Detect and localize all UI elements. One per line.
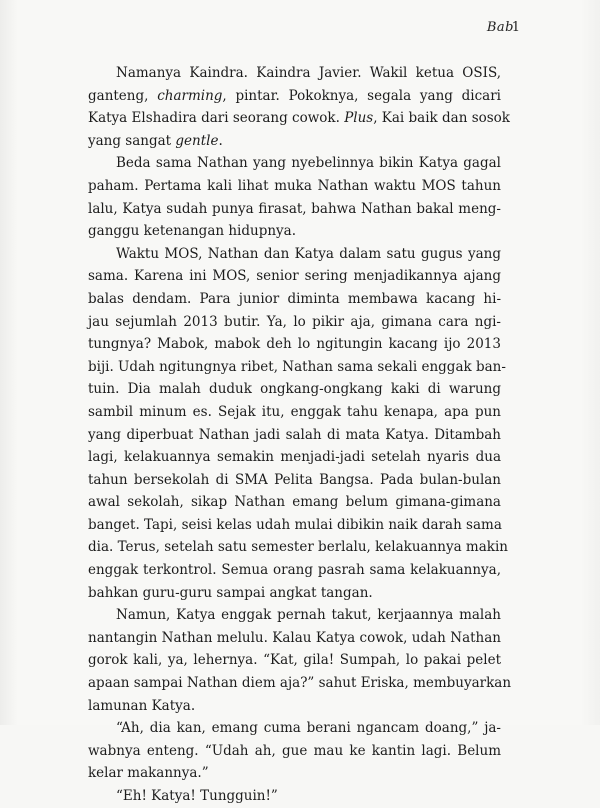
text-line bbox=[88, 514, 501, 537]
line-text: Namun, Katya enggak pernah takut, kerjaannya malah bbox=[116, 607, 501, 624]
emphasis-text: Plus bbox=[344, 110, 374, 127]
text-line bbox=[88, 604, 501, 627]
text-line bbox=[88, 649, 501, 672]
text-line bbox=[88, 130, 501, 153]
line-text: “Ah, dia kan, emang cuma berani ngancam doang,” ja- bbox=[116, 720, 501, 737]
text-line bbox=[88, 446, 501, 469]
line-text: Katya Elshadira dari seorang cowok. bbox=[88, 110, 345, 127]
line-text: bahkan guru-guru sampai angkat tangan. bbox=[88, 584, 373, 601]
line-text: , pintar. Pokoknya, segala yang dicari bbox=[222, 87, 501, 104]
text-line bbox=[88, 536, 508, 559]
line-text: balas dendam. Para junior diminta membawa kacang hi- bbox=[88, 290, 501, 307]
text-line bbox=[88, 175, 501, 198]
line-text: wabnya enteng. “Udah ah, gue mau ke kantin lagi. Belum bbox=[88, 742, 501, 759]
line-text: apaan sampai Nathan diem aja?” sahut Eriska, membuyarkan bbox=[88, 675, 512, 692]
line-text: awal sekolah, sikap Nathan emang belum gimana-gimana bbox=[88, 494, 501, 511]
page-number: 1 bbox=[511, 20, 520, 35]
line-text: dia. Terus, setelah satu semester berlalu, kelakuannya makin bbox=[88, 539, 508, 556]
text-line bbox=[88, 107, 510, 130]
text-line bbox=[88, 695, 501, 718]
text-line bbox=[88, 672, 512, 695]
text-line bbox=[88, 627, 501, 650]
emphasis-text: charming bbox=[157, 87, 223, 104]
line-text: Beda sama Nathan yang nyebelinnya bikin Katya gagal bbox=[116, 155, 501, 172]
text-line bbox=[88, 333, 501, 356]
line-text: lalu, Katya sudah punya firasat, bahwa Nathan bakal meng- bbox=[88, 200, 501, 217]
line-text: . bbox=[218, 132, 223, 149]
emphasis-text: gentle bbox=[175, 132, 219, 149]
line-text: kelar makannya.” bbox=[88, 765, 209, 782]
line-text: biji. Udah ngitungnya ribet, Nathan sama sekali enggak ban- bbox=[88, 358, 506, 375]
body-text bbox=[88, 62, 512, 808]
line-text: lagi, kelakuannya semakin menjadi-jadi setelah nyaris dua bbox=[88, 449, 501, 466]
running-head-chapter: Bab bbox=[486, 20, 514, 35]
text-line bbox=[88, 288, 501, 311]
text-line bbox=[88, 785, 501, 808]
line-text: sama. Karena ini MOS, senior sering menjadikannya ajang bbox=[88, 268, 501, 285]
line-text: ganggu ketenangan hidupnya. bbox=[88, 223, 297, 240]
line-text: yang sangat bbox=[88, 132, 176, 149]
text-line bbox=[88, 740, 501, 763]
line-text: tahun bersekolah di SMA Pelita Bangsa. Pada bulan-bulan bbox=[88, 471, 501, 488]
text-line bbox=[88, 717, 501, 740]
text-line bbox=[88, 424, 501, 447]
text-line bbox=[88, 152, 501, 175]
text-line bbox=[88, 378, 501, 401]
line-text: nantangin Nathan melulu. Kalau Katya cowok, udah Nathan bbox=[88, 629, 501, 646]
text-line bbox=[88, 582, 501, 605]
text-line bbox=[88, 243, 501, 266]
line-text: “Eh! Katya! Tungguin!” bbox=[116, 788, 278, 804]
text-line bbox=[88, 198, 501, 221]
text-line bbox=[88, 220, 501, 243]
line-text: yang diperbuat Nathan jadi salah di mata Katya. Ditambah bbox=[88, 426, 501, 443]
text-line bbox=[88, 265, 501, 288]
text-line bbox=[88, 469, 501, 492]
line-text: banget. Tapi, seisi kelas udah mulai dibikin naik darah sama bbox=[88, 516, 502, 533]
text-line bbox=[88, 311, 501, 334]
line-text: gorok kali, ya, lehernya. “Kat, gila! Sumpah, lo pakai pelet bbox=[88, 652, 501, 669]
line-text: , Kai baik dan sosok bbox=[373, 110, 510, 127]
text-line bbox=[88, 762, 501, 785]
text-line bbox=[88, 559, 501, 582]
text-line bbox=[88, 85, 501, 108]
line-text: sambil minum es. Sejak itu, enggak tahu kenapa, apa pun bbox=[88, 403, 501, 420]
line-text: tuin. Dia malah duduk ongkang-ongkang kaki di warung bbox=[88, 381, 501, 398]
line-text: Namanya Kaindra. Kaindra Javier. Wakil ketua OSIS, bbox=[116, 65, 501, 81]
line-text: ganteng, bbox=[88, 87, 158, 104]
text-line bbox=[88, 356, 506, 379]
text-line bbox=[88, 491, 501, 514]
line-text: jau sejumlah 2013 butir. Ya, lo pikir aja, gimana cara ngi- bbox=[88, 313, 501, 330]
line-text: Waktu MOS, Nathan dan Katya dalam satu gugus yang bbox=[116, 245, 501, 262]
line-text: paham. Pertama kali lihat muka Nathan waktu MOS tahun bbox=[88, 177, 501, 194]
text-line bbox=[88, 62, 501, 85]
text-line bbox=[88, 401, 501, 424]
line-text: lamunan Katya. bbox=[88, 697, 196, 714]
line-text: tungnya? Mabok, mabok deh lo ngitungin kacang ijo 2013 bbox=[88, 336, 501, 353]
line-text: enggak terkontrol. Semua orang pasrah sama kelakuannya, bbox=[88, 562, 501, 579]
